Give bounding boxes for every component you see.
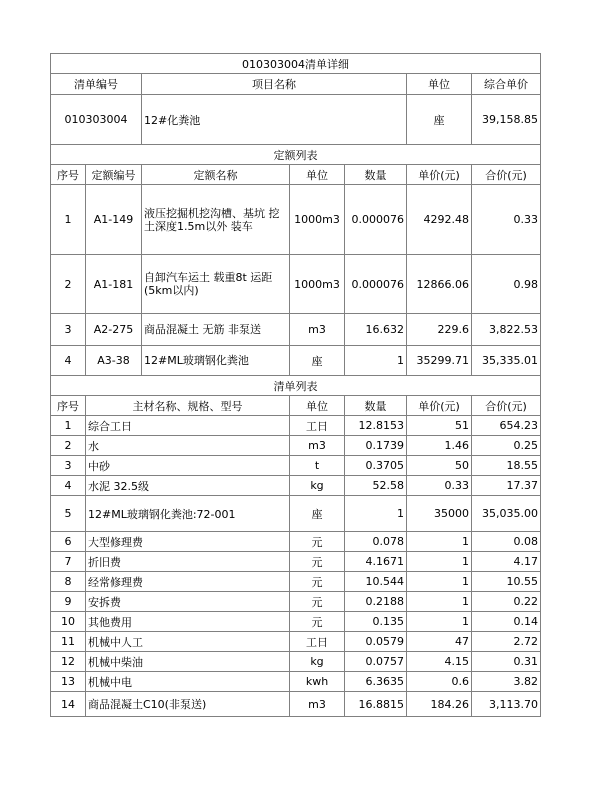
material-name: 折旧费 [86, 552, 290, 572]
quota-code: A2-275 [86, 314, 142, 346]
quota-unit: 座 [290, 346, 345, 376]
material-price: 1 [407, 532, 472, 552]
material-unit: 工日 [290, 416, 345, 436]
quota-no: 1 [51, 185, 86, 255]
material-name: 其他费用 [86, 612, 290, 632]
quota-price: 229.6 [407, 314, 472, 346]
material-no: 3 [51, 456, 86, 476]
material-unit: kg [290, 476, 345, 496]
material-name: 商品混凝土C10(非泵送) [86, 692, 290, 717]
quota-header-total: 合价(元) [472, 165, 541, 185]
material-row [51, 592, 541, 612]
quota-total: 0.33 [472, 185, 541, 255]
quota-price: 4292.48 [407, 185, 472, 255]
quota-unit: 1000m3 [290, 255, 345, 314]
material-row [51, 476, 541, 496]
bill-detail-table [50, 53, 541, 717]
material-qty: 0.0579 [345, 632, 407, 652]
quota-total: 35,335.01 [472, 346, 541, 376]
material-total: 3,113.70 [472, 692, 541, 717]
material-name: 综合工日 [86, 416, 290, 436]
material-total: 0.31 [472, 652, 541, 672]
material-total: 2.72 [472, 632, 541, 652]
material-unit: t [290, 456, 345, 476]
material-header-total: 合价(元) [472, 396, 541, 416]
quota-price: 12866.06 [407, 255, 472, 314]
material-price: 51 [407, 416, 472, 436]
quota-header-no: 序号 [51, 165, 86, 185]
material-unit: m3 [290, 692, 345, 717]
quota-header-qty: 数量 [345, 165, 407, 185]
material-row [51, 436, 541, 456]
material-total: 0.25 [472, 436, 541, 456]
material-total: 0.08 [472, 532, 541, 552]
material-name: 中砂 [86, 456, 290, 476]
material-row [51, 692, 541, 717]
quota-header-name: 定额名称 [142, 165, 290, 185]
material-total: 654.23 [472, 416, 541, 436]
quota-name: 液压挖掘机挖沟槽、基坑 挖土深度1.5m以外 装车 [142, 185, 290, 255]
header-code: 清单编号 [51, 74, 142, 95]
material-total: 4.17 [472, 552, 541, 572]
material-no: 2 [51, 436, 86, 456]
material-total: 35,035.00 [472, 496, 541, 532]
material-total: 3.82 [472, 672, 541, 692]
quota-name: 商品混凝土 无筋 非泵送 [142, 314, 290, 346]
material-price: 4.15 [407, 652, 472, 672]
quota-name: 12#ML玻璃钢化粪池 [142, 346, 290, 376]
quota-code: A3-38 [86, 346, 142, 376]
quota-row [51, 255, 541, 314]
material-header-unit: 单位 [290, 396, 345, 416]
material-no: 14 [51, 692, 86, 717]
material-unit: 元 [290, 532, 345, 552]
material-no: 4 [51, 476, 86, 496]
material-no: 10 [51, 612, 86, 632]
material-header-price: 单价(元) [407, 396, 472, 416]
material-no: 11 [51, 632, 86, 652]
material-qty: 6.3635 [345, 672, 407, 692]
item-unit: 座 [407, 95, 472, 145]
quota-no: 4 [51, 346, 86, 376]
material-name: 机械中人工 [86, 632, 290, 652]
material-price: 0.33 [407, 476, 472, 496]
material-no: 9 [51, 592, 86, 612]
material-qty: 0.0757 [345, 652, 407, 672]
material-qty: 0.1739 [345, 436, 407, 456]
material-price: 0.6 [407, 672, 472, 692]
item-price: 39,158.85 [472, 95, 541, 145]
material-row [51, 672, 541, 692]
material-no: 13 [51, 672, 86, 692]
material-unit: kwh [290, 672, 345, 692]
material-name: 12#ML玻璃钢化粪池:72-001 [86, 496, 290, 532]
material-unit: 工日 [290, 632, 345, 652]
material-price: 1 [407, 552, 472, 572]
quota-header-unit: 单位 [290, 165, 345, 185]
material-qty: 1 [345, 496, 407, 532]
material-total: 0.22 [472, 592, 541, 612]
material-price: 1 [407, 592, 472, 612]
material-total: 0.14 [472, 612, 541, 632]
material-qty: 12.8153 [345, 416, 407, 436]
material-no: 7 [51, 552, 86, 572]
material-unit: m3 [290, 436, 345, 456]
table-title: 010303004清单详细 [51, 54, 541, 74]
material-total: 17.37 [472, 476, 541, 496]
material-price: 1 [407, 612, 472, 632]
quota-code: A1-181 [86, 255, 142, 314]
material-row [51, 552, 541, 572]
quota-no: 3 [51, 314, 86, 346]
quota-qty: 0.000076 [345, 255, 407, 314]
material-price: 184.26 [407, 692, 472, 717]
header-price: 综合单价 [472, 74, 541, 95]
material-qty: 0.2188 [345, 592, 407, 612]
material-no: 8 [51, 572, 86, 592]
material-total: 18.55 [472, 456, 541, 476]
quota-name: 自卸汽车运土 载重8t 运距(5km以内) [142, 255, 290, 314]
quota-unit: 1000m3 [290, 185, 345, 255]
material-unit: 元 [290, 612, 345, 632]
material-total: 10.55 [472, 572, 541, 592]
material-row [51, 456, 541, 476]
material-unit: 元 [290, 552, 345, 572]
quota-no: 2 [51, 255, 86, 314]
material-unit: 元 [290, 592, 345, 612]
quota-unit: m3 [290, 314, 345, 346]
quota-row [51, 314, 541, 346]
material-row [51, 652, 541, 672]
material-header-no: 序号 [51, 396, 86, 416]
material-name: 安拆费 [86, 592, 290, 612]
material-no: 5 [51, 496, 86, 532]
quota-total: 3,822.53 [472, 314, 541, 346]
material-row [51, 632, 541, 652]
material-header-qty: 数量 [345, 396, 407, 416]
material-row [51, 532, 541, 552]
material-unit: kg [290, 652, 345, 672]
material-price: 1.46 [407, 436, 472, 456]
header-name: 项目名称 [142, 74, 407, 95]
item-name: 12#化粪池 [142, 95, 407, 145]
material-price: 50 [407, 456, 472, 476]
quota-price: 35299.71 [407, 346, 472, 376]
material-name: 机械中电 [86, 672, 290, 692]
material-qty: 10.544 [345, 572, 407, 592]
material-row [51, 496, 541, 532]
material-price: 47 [407, 632, 472, 652]
material-unit: 元 [290, 572, 345, 592]
material-name: 机械中柴油 [86, 652, 290, 672]
material-no: 6 [51, 532, 86, 552]
material-unit: 座 [290, 496, 345, 532]
material-no: 12 [51, 652, 86, 672]
material-qty: 0.135 [345, 612, 407, 632]
material-qty: 16.8815 [345, 692, 407, 717]
quota-header-price: 单价(元) [407, 165, 472, 185]
material-qty: 52.58 [345, 476, 407, 496]
material-section-title: 清单列表 [51, 376, 541, 396]
material-name: 经常修理费 [86, 572, 290, 592]
quota-row [51, 185, 541, 255]
material-price: 1 [407, 572, 472, 592]
header-unit: 单位 [407, 74, 472, 95]
material-row [51, 612, 541, 632]
material-name: 水泥 32.5级 [86, 476, 290, 496]
quota-section-title: 定额列表 [51, 145, 541, 165]
quota-row [51, 346, 541, 376]
quota-header-code: 定额编号 [86, 165, 142, 185]
material-row [51, 416, 541, 436]
quota-code: A1-149 [86, 185, 142, 255]
material-row [51, 572, 541, 592]
material-name: 大型修理费 [86, 532, 290, 552]
material-price: 35000 [407, 496, 472, 532]
material-header-name: 主材名称、规格、型号 [86, 396, 290, 416]
quota-total: 0.98 [472, 255, 541, 314]
material-qty: 4.1671 [345, 552, 407, 572]
material-qty: 0.078 [345, 532, 407, 552]
material-name: 水 [86, 436, 290, 456]
item-code: 010303004 [51, 95, 142, 145]
quota-qty: 1 [345, 346, 407, 376]
material-no: 1 [51, 416, 86, 436]
material-qty: 0.3705 [345, 456, 407, 476]
quota-qty: 0.000076 [345, 185, 407, 255]
quota-qty: 16.632 [345, 314, 407, 346]
